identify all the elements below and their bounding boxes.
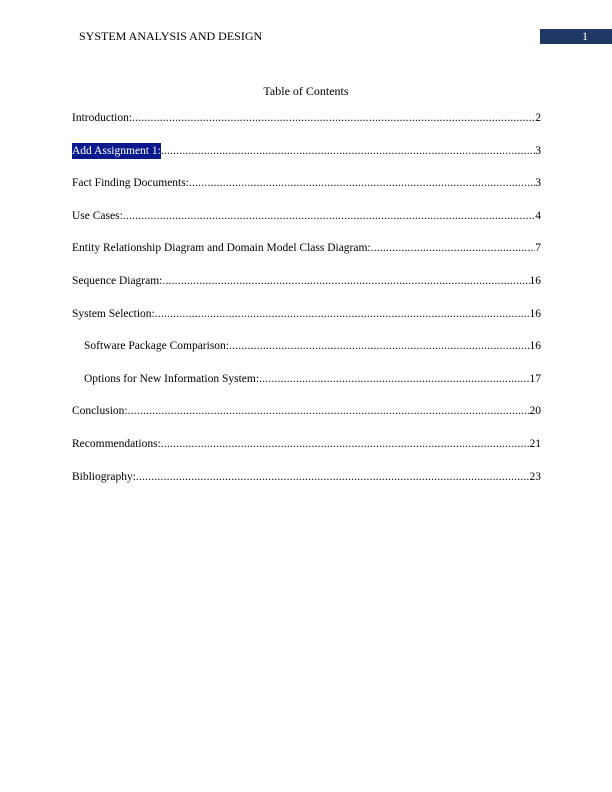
- toc-entry-page: 7: [535, 242, 541, 255]
- dot-leader: [189, 175, 535, 191]
- page-number-box: [540, 29, 612, 44]
- dot-leader: [229, 338, 530, 354]
- toc-entry-label: Software Package Comparison:: [84, 340, 229, 353]
- dot-leader: [132, 110, 535, 126]
- toc-entry-page: 20: [529, 405, 541, 418]
- toc-entry-label: Introduction:: [72, 112, 133, 124]
- toc-entry-label: Bibliography:: [72, 470, 136, 483]
- toc-entry-label: Use Cases:: [72, 209, 123, 222]
- page-number: 1: [582, 29, 588, 43]
- toc-entry-page: 16: [529, 340, 541, 353]
- toc-entry-introduction[interactable]: [72, 110, 541, 126]
- toc-entry-label: Entity Relationship Diagram and Domain Model Class Diagram:: [72, 242, 371, 255]
- toc-entry-label: Fact Finding Documents:: [72, 177, 189, 190]
- toc-entry-page: 23: [529, 470, 541, 483]
- toc-entry-label: System Selection:: [72, 307, 155, 320]
- toc-entry-use-cases[interactable]: [72, 208, 541, 224]
- toc-entry-label: Recommendations:: [72, 437, 161, 450]
- toc-heading: Table of Contents: [263, 84, 349, 98]
- header-title: SYSTEM ANALYSIS AND DESIGN: [79, 29, 263, 43]
- toc-entry-label: Options for New Information System:: [84, 372, 260, 385]
- dot-leader: [128, 403, 530, 419]
- toc-entry-page: 3: [535, 144, 541, 157]
- toc-entry-conclusion[interactable]: [72, 403, 541, 419]
- toc-entry-label: Sequence Diagram:: [72, 274, 163, 287]
- toc-entry-page: 4: [535, 209, 541, 222]
- toc-entry-label: Conclusion:: [72, 405, 128, 418]
- toc-entry-page: 21: [529, 437, 541, 450]
- dot-leader: [136, 469, 530, 485]
- toc-entry-page: 16: [529, 274, 541, 287]
- toc-entry-options-new-information-system[interactable]: [72, 371, 541, 387]
- toc-entry-recommendations[interactable]: [72, 436, 541, 452]
- toc-entry-bibliography[interactable]: [72, 469, 541, 485]
- toc-entry-fact-finding-documents[interactable]: [72, 175, 541, 191]
- dot-leader: [259, 371, 529, 387]
- dot-leader: [161, 436, 530, 452]
- dot-leader: [161, 143, 535, 159]
- dot-leader: [162, 273, 529, 289]
- toc-entry-page: 17: [529, 372, 541, 385]
- toc-entry-software-package-comparison[interactable]: [72, 338, 541, 354]
- toc-entry-page: 3: [535, 177, 541, 190]
- dot-leader: [371, 240, 536, 256]
- table-of-contents: [72, 110, 541, 501]
- toc-entry-page: 16: [529, 307, 541, 320]
- toc-entry-add-assignment-1[interactable]: [72, 143, 541, 159]
- toc-entry-page: 2: [535, 112, 541, 124]
- toc-entry-erd-domain-model[interactable]: [72, 240, 541, 256]
- toc-entry-sequence-diagram[interactable]: [72, 273, 541, 289]
- toc-entry-label-selected: Add Assignment 1:: [72, 144, 161, 157]
- dot-leader: [155, 306, 530, 322]
- toc-entry-system-selection[interactable]: [72, 306, 541, 322]
- dot-leader: [123, 208, 535, 224]
